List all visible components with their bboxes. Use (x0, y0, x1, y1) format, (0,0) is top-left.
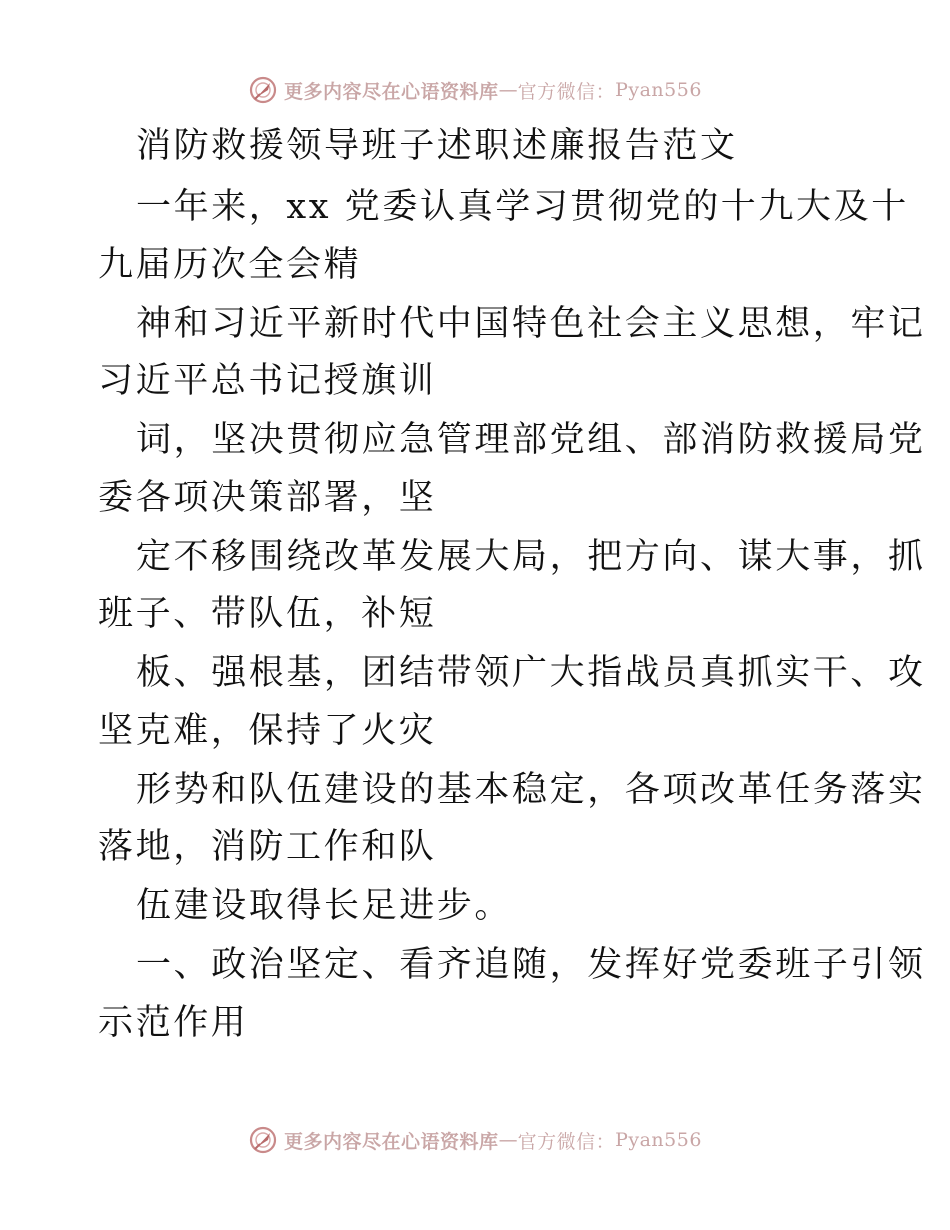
paragraph-line: 板、强根基，团结带领广大指战员真抓实干、攻 (136, 653, 926, 693)
watermark-contact-label: 官方微信： (517, 80, 616, 103)
watermark-contact-label: 官方微信： (517, 1130, 616, 1153)
header-watermark-banner (0, 72, 950, 108)
paragraph-line: 形势和队伍建设的基本稳定，各项改革任务落实 (136, 770, 926, 810)
feather-pen-seal-icon (248, 1125, 278, 1155)
paragraph-line: 词，坚决贯彻应急管理部党组、部消防救援局党 (136, 420, 926, 460)
section-heading: 一、政治坚定、看齐追随，发挥好党委班子引领 (136, 945, 926, 985)
paragraph-line: 落地，消防工作和队 (98, 827, 437, 867)
watermark-contact-id: Pyan556 (615, 79, 702, 101)
paragraph-line: 伍建设取得长足进步。 (136, 886, 513, 926)
section-heading-continued: 示范作用 (98, 1003, 249, 1043)
watermark-main-text: 更多内容尽在心语资料库 (284, 80, 499, 103)
paragraph-line: 神和习近平新时代中国特色社会主义思想，牢记 (136, 304, 926, 344)
paragraph-line: 习近平总书记授旗训 (98, 361, 437, 401)
watermark-contact-id: Pyan556 (615, 1129, 702, 1151)
paragraph-line: 坚克难，保持了火灾 (98, 711, 437, 751)
paragraph-line: 班子、带队伍，补短 (98, 594, 437, 634)
paragraph-line: 一年来，xx 党委认真学习贯彻党的十九大及十 (136, 187, 909, 227)
paragraph-line: 九届历次全会精 (98, 245, 362, 285)
watermark-main-text: 更多内容尽在心语资料库 (284, 1130, 499, 1153)
watermark-separator: — (498, 79, 518, 101)
footer-watermark-banner (0, 1122, 950, 1158)
watermark-separator: — (498, 1129, 518, 1151)
feather-pen-seal-icon (248, 75, 278, 105)
document-title: 消防救援领导班子述职述廉报告范文 (136, 126, 738, 166)
paragraph-line: 委各项决策部署，坚 (98, 478, 437, 518)
paragraph-line: 定不移围绕改革发展大局，把方向、谋大事，抓 (136, 537, 926, 577)
